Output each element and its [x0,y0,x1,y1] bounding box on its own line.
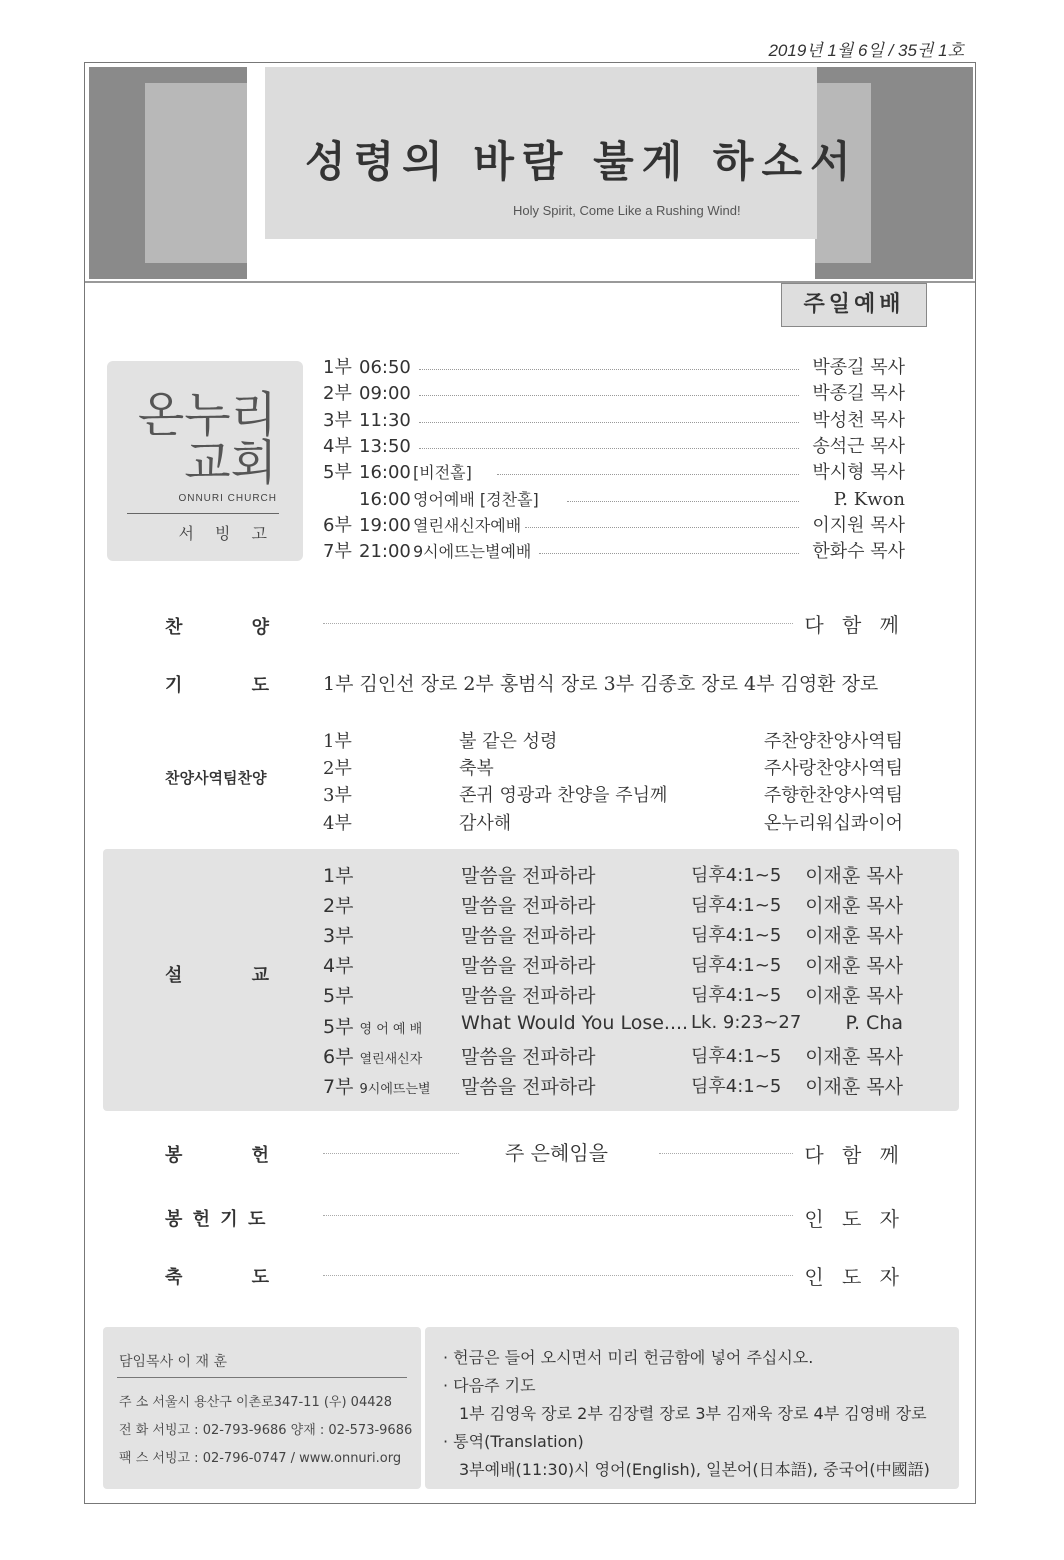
service-place: [비전홀] [413,463,472,483]
logo-branch: 서 빙 고 [178,524,275,543]
notice-translation: · 통역(Translation) [443,1432,584,1451]
choir-team: 주사랑찬양사역팀 [763,758,903,780]
page-subtitle: Holy Spirit, Come Like a Rushing Wind! [513,203,741,218]
notice-offering: · 헌금은 들어 오시면서 미리 헌금함에 넣어 주십시오. [443,1348,814,1367]
notice-next-prayer: · 다음주 기도 [443,1376,536,1395]
sermon-row [323,891,903,921]
bulletin-page: 성령의 바람 불게 하소서 Holy Spirit, Come Like a Rushing Wind! 주일예배 온누리 교회 ONNURI CHURCH 서 빙 고 1부 06:50 박종길 목사 2부 09:00 박종길 목사 3부 11:30 박성천 목사 4부 13:50 송석근 목사 5부 16:00 [비전홀] 박시형 목사 16:00 영어예배 [경찬홀] P. Kwon 6부 19:00 열린새신자예배 이지원 목사 7부 21:00 9시에뜨는별예배 한화수 목사 찬 양 다 함 께 기 도 1부 김인선 장로 2부 홍범식 장로 3부 김종호 장로 4부 김영환 장로 찬양사역팀찬양 1부 불 같은 성령 주찬양찬양사역팀 2부 축복 주사랑찬양사역팀 3부 존귀 영광과 찬양을 주님께 주향한찬양사역팀 4부 감사해 온누리워십콰이어 설 교 1부 말씀을 전파하라 딤후4:1~5 이재훈 목사 2부 말씀을 전파하라 딤후4:1~5 이재훈 목사 3부 말씀을 전파하라 딤후4:1~5 이재훈 목사 4부 말씀을 전파하라 딤후4:1~5 이재훈 목사 5부 말씀을 전파하라 딤후4:1~5 이재훈 목사 5부 영 어 예 배 What Would You Lose.... Lk. 9:23~27 P. Cha 6부 열린새신자 말씀을 전파하라 딤후4:1~5 이재훈 목사 7부 9시에뜨는별 말씀을 전파하라 딤후4:1~5 이재훈 목사 봉 헌 주 은혜임을 다 함 께 봉 헌 기 도 인 도 자 축 도 인 도 자 담임목사 이 재 훈 주 소 서울시 용산구 이촌로347-11 (우) 04428 전 화 서빙고 : 02-793-9686 양재 : 02-573-9686 팩 스 서빙고 : 02-796-0747 / www.onnuri.org · 헌금은 들어 오시면서 미리 헌금함에 넣어 주십시오. · 다음주 기도 1부 김영욱 장로 2부 김장렬 장로 3부 김재욱 장로 4부 김영배 장로 · 통역(Translation) 3부예배(11:30)시 영어(English), 일본어(日本語), 중국어(中國語) [84,62,976,1504]
offering-dots-right [659,1153,793,1154]
sermon-preacher: 이재훈 목사 [805,955,903,978]
sermon-preacher: 이재훈 목사 [805,925,903,948]
sermon-title: 말씀을 전파하라 [461,865,596,887]
sermon-service-type: 영 어 예 배 [359,1021,423,1037]
praise-value: 다 함 께 [804,613,905,637]
choir-song: 감사해 [459,812,512,834]
page-title: 성령의 바람 불게 하소서 [305,137,859,186]
service-number: 6부 [323,514,352,536]
sermon-preacher: P. Cha [845,1011,903,1034]
service-row [323,460,1064,486]
logo-line2: 교회 [184,435,277,491]
choir-number: 1부 [323,731,352,752]
sermon-row [323,951,903,981]
service-minister: 박종길 목사 [812,357,905,378]
choir-team: 온누리워십콰이어 [763,812,903,834]
sermon-number: 7부 9시에뜨는별 [323,1075,431,1098]
issue-date: 2019년 1월 6일 / 35권 1호 [768,41,964,60]
logo-line1: 온누리 [137,387,277,443]
praise-leader-dots [323,623,793,624]
choir-song: 존귀 영광과 찬양을 주님께 [459,785,668,807]
service-minister: 이지원 목사 [812,514,905,536]
sermon-preacher: 이재훈 목사 [805,895,903,918]
sermon-row [323,921,903,951]
prayer-value: 1부 김인선 장로 2부 홍범식 장로 3부 김종호 장로 4부 김영환 장로 [323,673,879,695]
sermon-row [323,1012,903,1042]
service-row [323,408,1064,434]
benediction-value: 인 도 자 [804,1265,905,1289]
service-place: 영어예배 [경찬홀] [413,489,539,509]
service-time: 13:50 [359,435,411,457]
sermon-preacher: 이재훈 목사 [805,1075,903,1098]
service-row [323,381,1064,407]
service-time: 19:00 [359,514,411,536]
service-number: 5부 [323,462,352,484]
sermon-title: 말씀을 전파하라 [461,925,596,948]
service-minister: 박종길 목사 [812,383,905,405]
sermon-preacher: 이재훈 목사 [805,865,903,887]
offering-prayer-label: 봉 헌 기 도 [165,1209,268,1230]
sermon-scripture: 딤후4:1~5 [691,1075,782,1097]
address: 주 소 서울시 용산구 이촌로347-11 (우) 04428 [119,1395,393,1410]
benediction-dots [323,1275,793,1276]
choir-row [323,781,903,808]
decor-block-left-inner [145,83,247,263]
sermon-scripture: 딤후4:1~5 [691,865,782,886]
choir-number: 4부 [323,812,352,834]
choir-song: 불 같은 성령 [459,731,558,752]
sunday-service-tab: 주일예배 [781,283,927,327]
service-number: 4부 [323,435,352,457]
service-row [323,513,1064,539]
service-row [323,487,1064,513]
phone: 전 화 서빙고 : 02-793-9686 양재 : 02-573-9686 [119,1423,413,1438]
service-minister: P. Kwon [833,488,905,510]
sermon-scripture: 딤후4:1~5 [691,1045,782,1067]
sermon-scripture: 딤후4:1~5 [691,955,782,977]
notice-next-prayer-names: 1부 김영욱 장로 2부 김장렬 장로 3부 김재욱 장로 4부 김영배 장로 [459,1404,927,1423]
sermon-row [323,861,903,891]
choir-number: 2부 [323,758,352,780]
choir-row [323,809,903,836]
header-banner [89,67,973,283]
notices [425,1327,959,1489]
service-number: 3부 [323,409,352,431]
sermon-title: 말씀을 전파하라 [461,895,596,918]
service-minister: 박시형 목사 [812,462,905,484]
sermon-number: 3부 [323,925,354,948]
sermon-row [323,981,903,1011]
choir-label: 찬양사역팀찬양 [165,769,267,787]
service-number: 1부 [323,357,352,378]
sermon-number: 4부 [323,955,354,978]
service-minister: 박성천 목사 [812,409,905,431]
senior-pastor: 담임목사 이 재 훈 [119,1354,228,1370]
sermon-number: 2부 [323,895,354,918]
service-row [323,434,1064,460]
sermon-title: 말씀을 전파하라 [461,1045,596,1068]
sermon-scripture: 딤후4:1~5 [691,925,782,947]
service-place: 열린새신자예배 [413,515,522,535]
service-time: 16:00 [359,488,411,510]
sermon-row [323,1042,903,1072]
sermon-number: 1부 [323,865,354,887]
choir-team: 주찬양찬양사역팀 [763,731,903,752]
sermon-scripture: 딤후4:1~5 [691,985,782,1007]
service-place: 9시에뜨는별예배 [413,542,532,562]
notice-translation-detail: 3부예배(11:30)시 영어(English), 일본어(日本語), 중국어(中國語) [459,1460,930,1479]
sermon-service-type: 9시에뜨는별 [359,1081,431,1097]
sermon-number: 6부 열린새신자 [323,1045,423,1068]
sermon-title: 말씀을 전파하라 [461,985,596,1008]
fax-website: 팩 스 서빙고 : 02-796-0747 / www.onnuri.org [119,1451,402,1466]
service-time: 11:30 [359,409,411,431]
service-minister: 송석근 목사 [812,435,905,457]
choir-number: 3부 [323,785,352,807]
church-logo [107,361,303,561]
title-box [265,67,859,239]
offering-center: 주 은혜임을 [505,1141,608,1165]
offering-value: 다 함 께 [804,1143,905,1167]
offering-prayer-dots [323,1215,793,1216]
service-minister: 한화수 목사 [812,541,905,563]
choir-team: 주향한찬양사역팀 [763,785,903,807]
sermon-scripture: Lk. 9:23~27 [691,1011,802,1033]
service-time: 16:00 [359,462,411,484]
sermon-title: 말씀을 전파하라 [461,1075,596,1098]
service-number: 7부 [323,541,352,563]
service-number: 2부 [323,383,352,405]
church-info [103,1327,421,1489]
logo-divider [127,513,279,514]
offering-prayer-value: 인 도 자 [804,1207,905,1231]
service-row [323,539,1064,565]
choir-row [323,754,903,781]
offering-dots-left [323,1153,459,1154]
sermon-title: What Would You Lose.... [461,1011,689,1034]
service-time: 21:00 [359,541,411,563]
sermon-number: 5부 [323,985,354,1008]
sermon-preacher: 이재훈 목사 [805,985,903,1008]
sermon-preacher: 이재훈 목사 [805,1045,903,1068]
choir-row [323,727,903,754]
service-row [323,355,1064,381]
choir-song: 축복 [459,758,494,780]
sermon-service-type: 열린새신자 [359,1051,423,1067]
sermon-title: 말씀을 전파하라 [461,955,596,978]
service-time: 06:50 [359,357,411,378]
info-divider [117,1377,407,1378]
sermon-number: 5부 영 어 예 배 [323,1015,423,1038]
sermon-row [323,1072,903,1102]
sermon-scripture: 딤후4:1~5 [691,895,782,917]
service-time: 09:00 [359,383,411,405]
logo-english: ONNURI CHURCH [178,493,277,504]
